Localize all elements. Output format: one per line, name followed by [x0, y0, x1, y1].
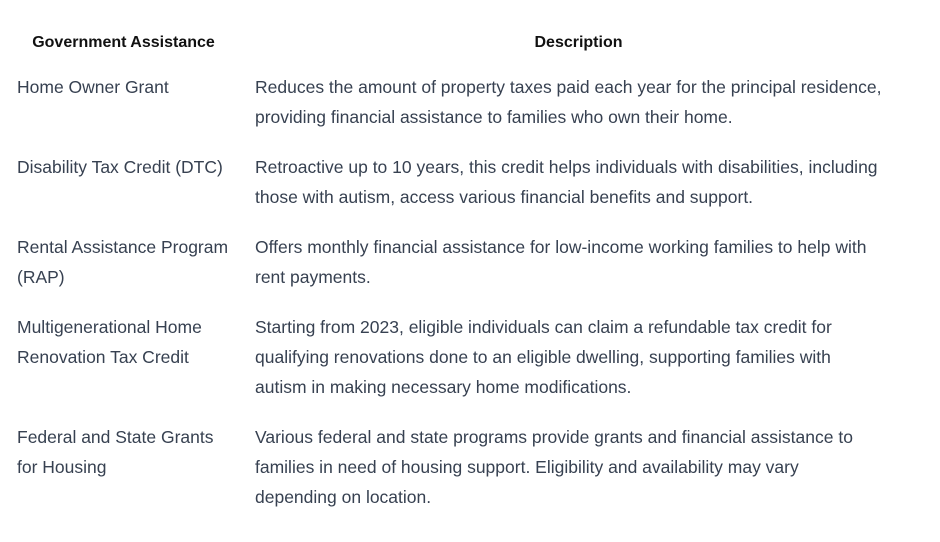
table-row	[5, 226, 915, 306]
assistance-name: Disability Tax Credit (DTC)	[17, 157, 223, 177]
assistance-description: Various federal and state programs provide grants and financial assistance to families in need of housing support. Eligibility and availability may vary depending on location.	[255, 427, 853, 507]
header-government-assistance: Government Assistance	[32, 34, 215, 51]
table-row	[5, 416, 915, 526]
assistance-description: Offers monthly financial assistance for low-income working families to help with rent payments.	[255, 237, 867, 287]
assistance-name: Multigenerational Home Renovation Tax Credit	[17, 317, 202, 367]
table-header-row	[5, 22, 915, 66]
table-row	[5, 146, 915, 226]
assistance-name: Home Owner Grant	[17, 77, 169, 97]
assistance-name: Rental Assistance Program (RAP)	[17, 237, 229, 287]
assistance-table	[5, 22, 915, 526]
assistance-description: Reduces the amount of property taxes paid each year for the principal residence, providing financial assistance to families who own their home.	[255, 77, 882, 127]
assistance-description: Retroactive up to 10 years, this credit helps individuals with disabilities, including those with autism, access various financial benefits and support.	[255, 157, 878, 207]
table-row	[5, 66, 915, 146]
header-description: Description	[534, 34, 623, 51]
assistance-name: Federal and State Grants for Housing	[17, 427, 214, 477]
assistance-description: Starting from 2023, eligible individuals can claim a refundable tax credit for qualifying renovations done to an eligible dwelling, supporting families with autism in making necessary home modifications.	[255, 317, 832, 397]
table-row	[5, 306, 915, 416]
